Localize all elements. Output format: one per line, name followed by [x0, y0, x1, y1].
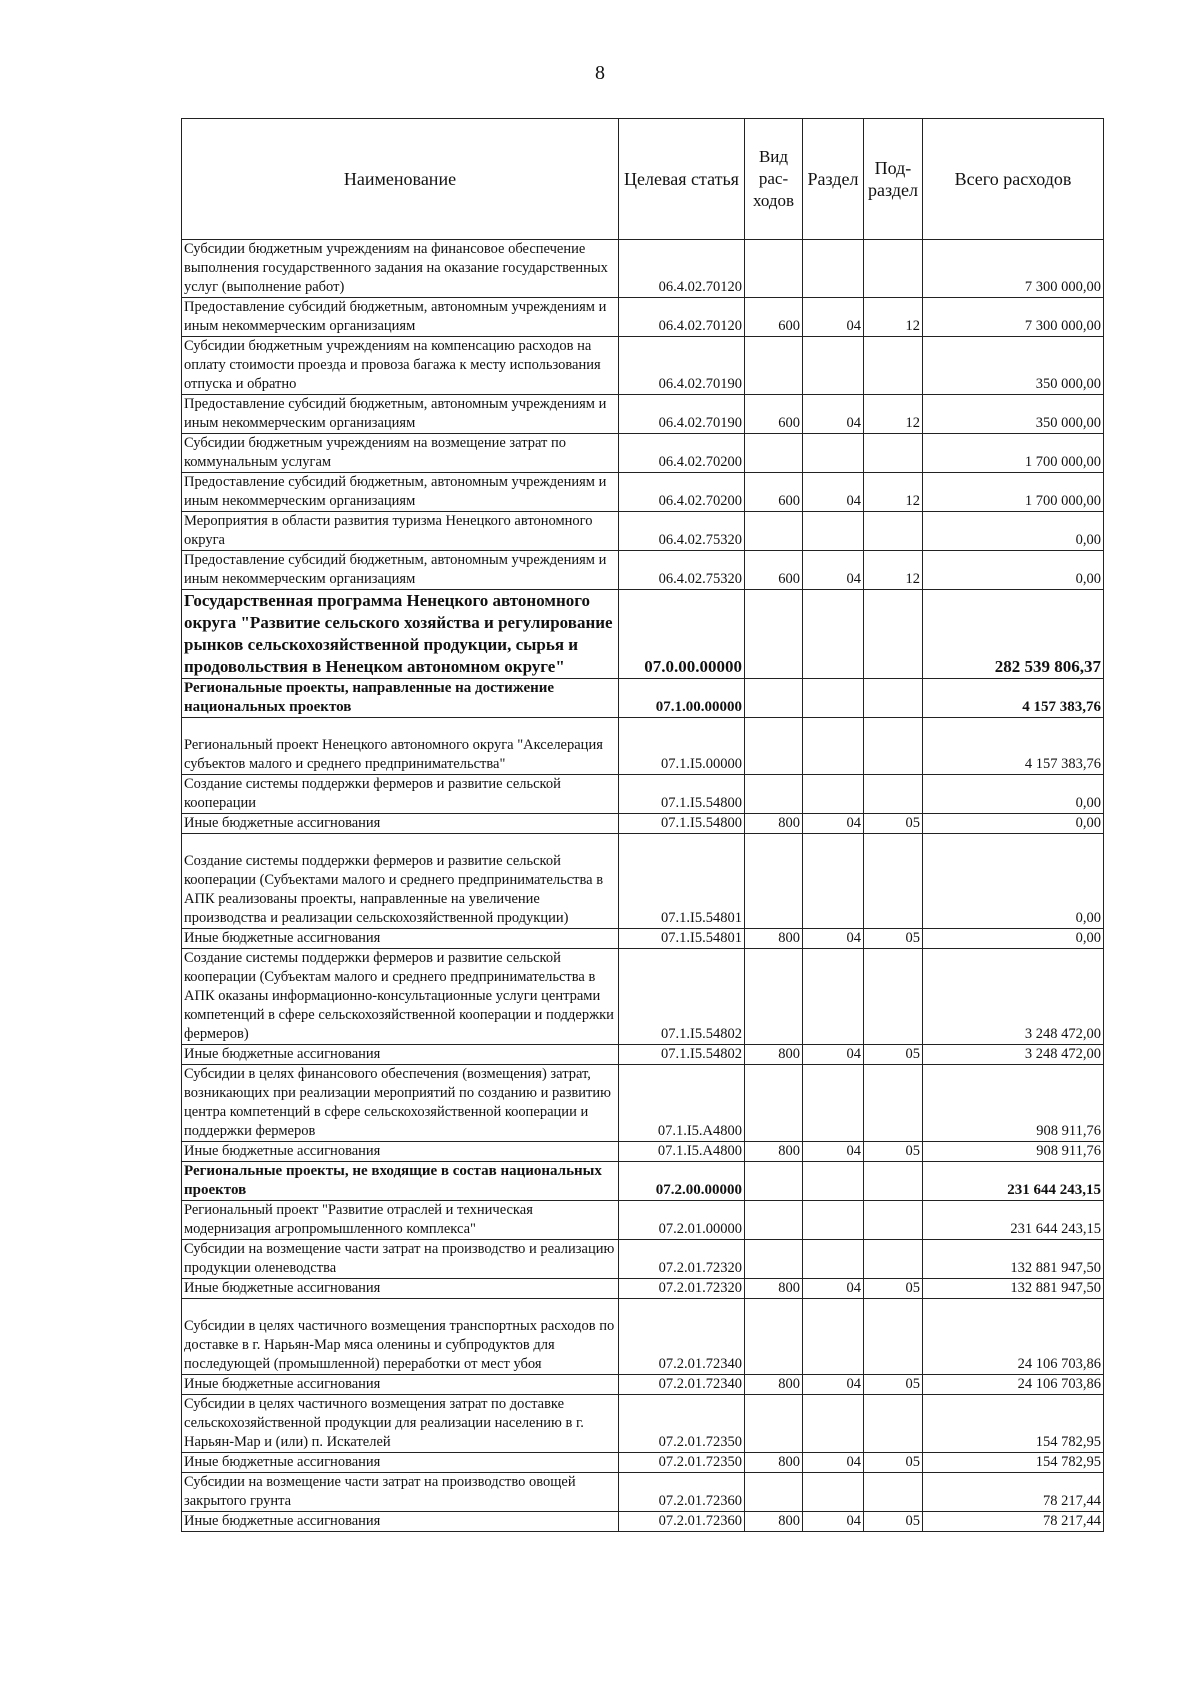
- cell-rz: 04: [803, 395, 864, 434]
- cell-vr: 600: [745, 473, 803, 512]
- table-row: [182, 718, 1104, 775]
- table-row: [182, 1473, 1104, 1512]
- cell-total: 1 700 000,00: [923, 473, 1104, 512]
- cell-code: 06.4.02.75320: [619, 512, 745, 551]
- cell-pr: [864, 1201, 923, 1240]
- cell-rz: 04: [803, 1279, 864, 1299]
- cell-vr: [745, 949, 803, 1045]
- cell-rz: 04: [803, 929, 864, 949]
- cell-code: 07.0.00.00000: [619, 590, 745, 679]
- cell-pr: 05: [864, 1453, 923, 1473]
- cell-rz: 04: [803, 1142, 864, 1162]
- cell-total: 0,00: [923, 512, 1104, 551]
- cell-name: Субсидии бюджетным учреждениям на компенсацию расходов на оплату стоимости проезда и провоза багажа к месту использования отпуска и обратно: [182, 337, 619, 395]
- cell-vr: 600: [745, 551, 803, 590]
- cell-name: Иные бюджетные ассигнования: [182, 814, 619, 834]
- table-row: [182, 834, 1104, 929]
- cell-total: 908 911,76: [923, 1142, 1104, 1162]
- cell-pr: [864, 949, 923, 1045]
- cell-code: 07.1.I5.54800: [619, 775, 745, 814]
- cell-name: Субсидии на возмещение части затрат на производство и реализацию продукции оленеводства: [182, 1240, 619, 1279]
- cell-rz: 04: [803, 814, 864, 834]
- cell-code: 07.2.01.72360: [619, 1473, 745, 1512]
- cell-vr: [745, 1065, 803, 1142]
- table-row: [182, 298, 1104, 337]
- cell-vr: [745, 337, 803, 395]
- cell-name: Иные бюджетные ассигнования: [182, 1375, 619, 1395]
- cell-name: Предоставление субсидий бюджетным, автономным учреждениям и иным некоммерческим организациям: [182, 473, 619, 512]
- cell-vr: 600: [745, 298, 803, 337]
- cell-rz: 04: [803, 551, 864, 590]
- table-header-row: [182, 119, 1104, 240]
- cell-name: Предоставление субсидий бюджетным, автономным учреждениям и иным некоммерческим организациям: [182, 551, 619, 590]
- cell-vr: [745, 512, 803, 551]
- table-row: [182, 1453, 1104, 1473]
- cell-pr: 05: [864, 929, 923, 949]
- table-row: [182, 337, 1104, 395]
- cell-pr: [864, 337, 923, 395]
- cell-pr: 05: [864, 1279, 923, 1299]
- table-row: [182, 1299, 1104, 1375]
- cell-total: 0,00: [923, 834, 1104, 929]
- cell-vr: 800: [745, 814, 803, 834]
- cell-total: 350 000,00: [923, 395, 1104, 434]
- cell-pr: [864, 718, 923, 775]
- table-row: [182, 590, 1104, 679]
- cell-total: 0,00: [923, 929, 1104, 949]
- cell-rz: [803, 590, 864, 679]
- cell-name: Создание системы поддержки фермеров и развитие сельской кооперации (Субъектами малого и среднего предпринимательства в АПК реализованы проекты, направленные на увеличение производства и реализации сельскохозяйственной продукции): [182, 834, 619, 929]
- cell-vr: [745, 1473, 803, 1512]
- cell-name: Субсидии бюджетным учреждениям на финансовое обеспечение выполнения государственного задания на оказание государственных услуг (выполнение работ): [182, 240, 619, 298]
- cell-pr: 12: [864, 395, 923, 434]
- cell-code: 07.1.I5.54801: [619, 834, 745, 929]
- cell-total: 0,00: [923, 551, 1104, 590]
- cell-pr: [864, 1473, 923, 1512]
- cell-name: Иные бюджетные ассигнования: [182, 1045, 619, 1065]
- cell-code: 06.4.02.70190: [619, 337, 745, 395]
- cell-name: Предоставление субсидий бюджетным, автономным учреждениям и иным некоммерческим организациям: [182, 298, 619, 337]
- table-row: [182, 395, 1104, 434]
- cell-rz: [803, 775, 864, 814]
- cell-rz: [803, 1162, 864, 1201]
- cell-vr: 800: [745, 1045, 803, 1065]
- cell-code: 07.2.01.72340: [619, 1375, 745, 1395]
- cell-vr: [745, 679, 803, 718]
- cell-total: 231 644 243,15: [923, 1162, 1104, 1201]
- cell-code: 07.2.01.72320: [619, 1279, 745, 1299]
- cell-name: Создание системы поддержки фермеров и развитие сельской кооперации: [182, 775, 619, 814]
- cell-total: 154 782,95: [923, 1395, 1104, 1453]
- header-section: Раздел: [803, 119, 864, 240]
- cell-code: 06.4.02.70200: [619, 473, 745, 512]
- cell-name: Субсидии в целях финансового обеспечения (возмещения) затрат, возникающих при реализации мероприятий по созданию и развитию центра компетенций в сфере сельскохозяйственной кооперации и поддержки фермеров: [182, 1065, 619, 1142]
- table-row: [182, 240, 1104, 298]
- cell-total: 78 217,44: [923, 1473, 1104, 1512]
- cell-code: 07.1.I5.A4800: [619, 1142, 745, 1162]
- cell-total: 350 000,00: [923, 337, 1104, 395]
- cell-pr: [864, 834, 923, 929]
- cell-pr: [864, 1240, 923, 1279]
- cell-rz: [803, 1240, 864, 1279]
- table-row: [182, 1201, 1104, 1240]
- cell-code: 07.2.01.72350: [619, 1395, 745, 1453]
- cell-rz: [803, 949, 864, 1045]
- cell-total: 1 700 000,00: [923, 434, 1104, 473]
- cell-name: Иные бюджетные ассигнования: [182, 929, 619, 949]
- cell-rz: [803, 240, 864, 298]
- cell-code: 07.1.I5.54802: [619, 1045, 745, 1065]
- cell-code: 07.2.00.00000: [619, 1162, 745, 1201]
- cell-code: 07.1.I5.54801: [619, 929, 745, 949]
- cell-pr: [864, 240, 923, 298]
- cell-total: 7 300 000,00: [923, 298, 1104, 337]
- cell-vr: [745, 1395, 803, 1453]
- cell-vr: [745, 1240, 803, 1279]
- table-row: [182, 473, 1104, 512]
- cell-rz: [803, 337, 864, 395]
- cell-rz: [803, 434, 864, 473]
- budget-table: [181, 118, 1104, 1532]
- cell-pr: [864, 1299, 923, 1375]
- table-row: [182, 814, 1104, 834]
- cell-rz: 04: [803, 1375, 864, 1395]
- table-row: [182, 1240, 1104, 1279]
- cell-pr: [864, 590, 923, 679]
- cell-code: 06.4.02.70200: [619, 434, 745, 473]
- cell-rz: [803, 1473, 864, 1512]
- table-row: [182, 1142, 1104, 1162]
- cell-pr: [864, 679, 923, 718]
- cell-code: 07.2.01.72340: [619, 1299, 745, 1375]
- cell-code: 07.2.01.72320: [619, 1240, 745, 1279]
- cell-code: 07.2.01.72350: [619, 1453, 745, 1473]
- cell-code: 06.4.02.70120: [619, 298, 745, 337]
- cell-code: 07.1.I5.54802: [619, 949, 745, 1045]
- cell-total: 132 881 947,50: [923, 1240, 1104, 1279]
- cell-code: 07.2.01.72360: [619, 1512, 745, 1532]
- table-row: [182, 775, 1104, 814]
- cell-rz: [803, 1395, 864, 1453]
- cell-vr: 800: [745, 1512, 803, 1532]
- cell-code: 07.1.I5.00000: [619, 718, 745, 775]
- cell-total: 3 248 472,00: [923, 1045, 1104, 1065]
- cell-total: 154 782,95: [923, 1453, 1104, 1473]
- table-row: [182, 1512, 1104, 1532]
- cell-total: 0,00: [923, 775, 1104, 814]
- cell-total: 231 644 243,15: [923, 1201, 1104, 1240]
- cell-pr: [864, 1065, 923, 1142]
- cell-rz: 04: [803, 298, 864, 337]
- table-body: [182, 240, 1104, 1532]
- cell-total: 24 106 703,86: [923, 1375, 1104, 1395]
- cell-pr: [864, 1162, 923, 1201]
- cell-total: 24 106 703,86: [923, 1299, 1104, 1375]
- cell-vr: [745, 240, 803, 298]
- header-name: Наименование: [182, 119, 619, 240]
- cell-rz: [803, 1201, 864, 1240]
- cell-name: Иные бюджетные ассигнования: [182, 1453, 619, 1473]
- table-row: [182, 434, 1104, 473]
- cell-vr: 800: [745, 1375, 803, 1395]
- table-row: [182, 1395, 1104, 1453]
- cell-name: Создание системы поддержки фермеров и развитие сельской кооперации (Субъектам малого и среднего предпринимательства в АПК оказаны информационно-консультационные услуги центрами компетенций в сфере сельскохозяйственной кооперации и поддержки фермеров): [182, 949, 619, 1045]
- cell-total: 7 300 000,00: [923, 240, 1104, 298]
- table-row: [182, 1045, 1104, 1065]
- cell-vr: 800: [745, 1142, 803, 1162]
- cell-code: 07.1.I5.A4800: [619, 1065, 745, 1142]
- cell-name: Иные бюджетные ассигнования: [182, 1142, 619, 1162]
- table-row: [182, 679, 1104, 718]
- cell-rz: [803, 834, 864, 929]
- cell-pr: 05: [864, 1512, 923, 1532]
- cell-name: Иные бюджетные ассигнования: [182, 1279, 619, 1299]
- cell-name: Предоставление субсидий бюджетным, автономным учреждениям и иным некоммерческим организациям: [182, 395, 619, 434]
- cell-name: Региональный проект Ненецкого автономного округа "Акселерация субъектов малого и среднего предпринимательства": [182, 718, 619, 775]
- cell-total: 132 881 947,50: [923, 1279, 1104, 1299]
- cell-vr: 800: [745, 1453, 803, 1473]
- cell-total: 908 911,76: [923, 1065, 1104, 1142]
- cell-code: 07.1.00.00000: [619, 679, 745, 718]
- cell-pr: [864, 775, 923, 814]
- cell-pr: [864, 434, 923, 473]
- cell-pr: 12: [864, 473, 923, 512]
- cell-vr: [745, 1201, 803, 1240]
- cell-name: Иные бюджетные ассигнования: [182, 1512, 619, 1532]
- cell-vr: [745, 1162, 803, 1201]
- cell-name: Субсидии бюджетным учреждениям на возмещение затрат по коммунальным услугам: [182, 434, 619, 473]
- cell-pr: 12: [864, 298, 923, 337]
- cell-total: 3 248 472,00: [923, 949, 1104, 1045]
- cell-rz: [803, 1299, 864, 1375]
- cell-rz: [803, 679, 864, 718]
- cell-pr: [864, 512, 923, 551]
- cell-pr: 12: [864, 551, 923, 590]
- table-row: [182, 949, 1104, 1045]
- cell-code: 06.4.02.70190: [619, 395, 745, 434]
- cell-vr: [745, 775, 803, 814]
- table-row: [182, 512, 1104, 551]
- cell-pr: 05: [864, 814, 923, 834]
- cell-name: Субсидии в целях частичного возмещения транспортных расходов по доставке в г. Нарьян-Мар мяса оленины и субпродуктов для последующей (промышленной) переработки от мест убоя: [182, 1299, 619, 1375]
- header-target-article: Целевая статья: [619, 119, 745, 240]
- cell-rz: [803, 512, 864, 551]
- cell-pr: 05: [864, 1142, 923, 1162]
- cell-rz: [803, 1065, 864, 1142]
- table-row: [182, 1065, 1104, 1142]
- table-row: [182, 1162, 1104, 1201]
- cell-name: Региональный проект "Развитие отраслей и техническая модернизация агропромышленного комплекса": [182, 1201, 619, 1240]
- cell-name: Мероприятия в области развития туризма Ненецкого автономного округа: [182, 512, 619, 551]
- cell-vr: 800: [745, 929, 803, 949]
- page-number: 8: [595, 62, 605, 84]
- cell-vr: [745, 590, 803, 679]
- cell-rz: 04: [803, 1045, 864, 1065]
- cell-rz: 04: [803, 1453, 864, 1473]
- table-row: [182, 929, 1104, 949]
- cell-pr: 05: [864, 1375, 923, 1395]
- header-expense-type: Вид рас-ходов: [745, 119, 803, 240]
- cell-rz: 04: [803, 473, 864, 512]
- cell-code: 07.1.I5.54800: [619, 814, 745, 834]
- cell-vr: [745, 434, 803, 473]
- cell-name: Региональные проекты, направленные на достижение национальных проектов: [182, 679, 619, 718]
- header-total: Всего расходов: [923, 119, 1104, 240]
- cell-total: 0,00: [923, 814, 1104, 834]
- cell-code: 06.4.02.75320: [619, 551, 745, 590]
- cell-rz: 04: [803, 1512, 864, 1532]
- table-row: [182, 1279, 1104, 1299]
- cell-name: Субсидии на возмещение части затрат на производство овощей закрытого грунта: [182, 1473, 619, 1512]
- table-row: [182, 551, 1104, 590]
- cell-code: 07.2.01.00000: [619, 1201, 745, 1240]
- cell-name: Субсидии в целях частичного возмещения затрат по доставке сельскохозяйственной продукции для реализации населению в г. Нарьян-Мар и (или) п. Искателей: [182, 1395, 619, 1453]
- cell-name: Региональные проекты, не входящие в состав национальных проектов: [182, 1162, 619, 1201]
- cell-vr: [745, 1299, 803, 1375]
- cell-vr: 800: [745, 1279, 803, 1299]
- cell-total: 4 157 383,76: [923, 718, 1104, 775]
- cell-pr: 05: [864, 1045, 923, 1065]
- cell-name: Государственная программа Ненецкого автономного округа "Развитие сельского хозяйства и регулирование рынков сельскохозяйственной продукции, сырья и продовольствия в Ненецком автономном округе": [182, 590, 619, 679]
- cell-vr: [745, 834, 803, 929]
- cell-code: 06.4.02.70120: [619, 240, 745, 298]
- header-subsection: Под-раздел: [864, 119, 923, 240]
- cell-vr: 600: [745, 395, 803, 434]
- cell-vr: [745, 718, 803, 775]
- cell-rz: [803, 718, 864, 775]
- cell-total: 78 217,44: [923, 1512, 1104, 1532]
- cell-pr: [864, 1395, 923, 1453]
- cell-total: 4 157 383,76: [923, 679, 1104, 718]
- cell-total: 282 539 806,37: [923, 590, 1104, 679]
- table-row: [182, 1375, 1104, 1395]
